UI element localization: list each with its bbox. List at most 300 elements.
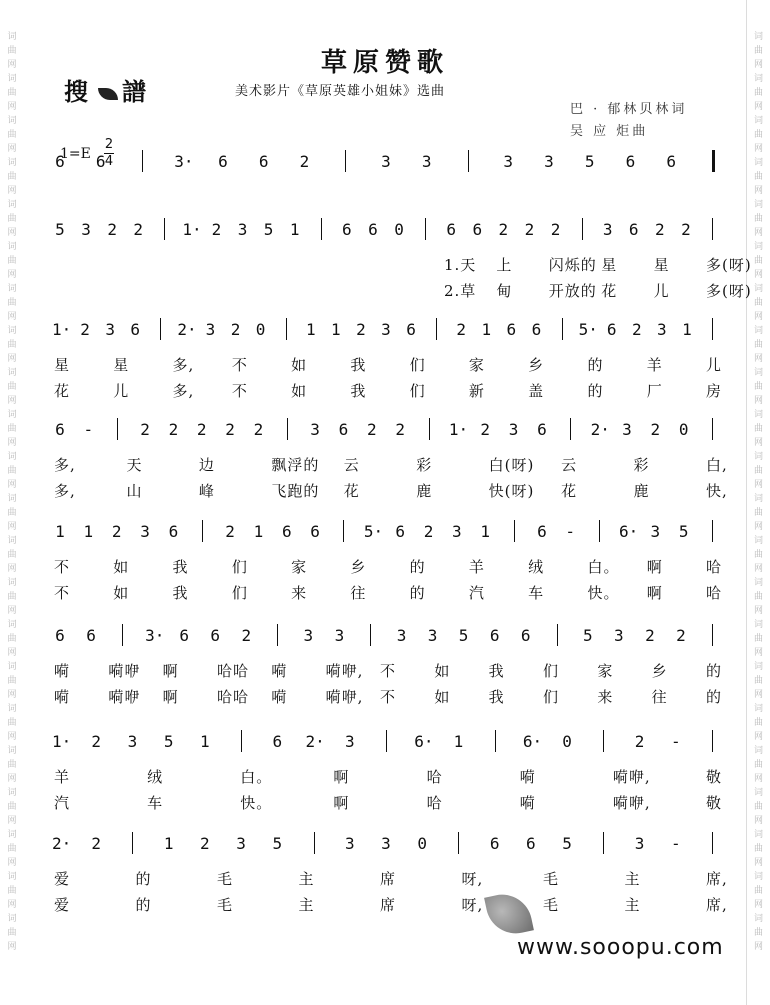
note: 5·	[363, 522, 384, 541]
lyric-word: 席	[380, 870, 397, 888]
note: 1	[200, 732, 210, 751]
note: -	[565, 522, 576, 541]
lyric-word: 我	[488, 688, 505, 706]
notation-row	[0, 418, 770, 448]
bar-line	[712, 418, 713, 440]
note: 3	[396, 626, 407, 645]
note: 5·	[578, 320, 598, 339]
bar-line	[712, 318, 713, 340]
lyric-word: 不	[380, 662, 397, 680]
lyric-word: 不	[231, 356, 248, 374]
leaf-icon	[98, 88, 118, 100]
lyric-word: 嗬咿	[108, 662, 141, 680]
note: 2	[80, 320, 90, 339]
bar-line	[370, 624, 371, 646]
lyric-word: 多(呀)	[706, 256, 752, 274]
lyric-word: 汽	[468, 584, 485, 602]
note: 6	[310, 522, 320, 541]
note: 6	[55, 626, 65, 645]
note: 6	[168, 522, 179, 541]
note: 2	[299, 152, 310, 171]
note: -	[670, 732, 681, 751]
lyric-word: 席,	[706, 896, 728, 914]
note: 6	[272, 732, 283, 751]
notation-row	[0, 318, 770, 348]
lyric-word: 的	[135, 896, 152, 914]
note: 6·	[414, 732, 434, 751]
lyric-word: 不	[54, 558, 71, 576]
lyric-word: 哈哈	[217, 688, 250, 706]
bar-line	[429, 418, 430, 440]
note: 6	[338, 420, 349, 439]
lyric-line	[0, 280, 770, 300]
bar-line	[495, 730, 496, 752]
bar-line	[343, 520, 344, 542]
note: 3	[236, 834, 246, 853]
note: 0	[417, 834, 428, 853]
note: 6	[406, 320, 416, 339]
note: 6	[368, 220, 378, 239]
lyric-line	[0, 380, 770, 400]
lyric-word: 主	[298, 870, 315, 888]
lyric-word: 嗬	[519, 768, 536, 786]
note: 6	[666, 152, 677, 171]
lyric-word: 哈	[706, 558, 723, 576]
lyric-word: 家	[468, 356, 485, 374]
note: 1	[163, 834, 174, 853]
lyric-word: 如	[434, 688, 451, 706]
note: 6	[210, 626, 221, 645]
bar-line	[562, 318, 563, 340]
lyric-word: 车	[528, 584, 545, 602]
lyric-word: 花	[601, 282, 618, 300]
note: 1·	[52, 320, 72, 339]
lyric-line	[0, 582, 770, 602]
bar-line	[712, 218, 713, 240]
note: 2	[168, 420, 179, 439]
lyric-word: 嗬咿,	[325, 688, 364, 706]
note: 2	[200, 834, 210, 853]
lyric-word: 啊	[333, 794, 350, 812]
note: 3	[614, 626, 624, 645]
bar-line	[345, 150, 346, 172]
bar-line	[557, 624, 558, 646]
lyric-word: 上	[496, 256, 513, 274]
lyric-word: 哈	[706, 584, 723, 602]
lyric-word: 毛	[217, 870, 234, 888]
note: 3	[140, 522, 150, 541]
page-title: 草原赞歌	[320, 48, 449, 78]
logo-char-left: 搜	[64, 77, 94, 106]
note: 5	[55, 220, 65, 239]
lyric-word: 嗬咿	[108, 688, 141, 706]
note: 3	[344, 834, 355, 853]
note: 1	[682, 320, 692, 339]
note: 3	[105, 320, 115, 339]
note: 6	[55, 420, 65, 439]
lyric-word: 云	[561, 456, 578, 474]
note: 3	[334, 626, 345, 645]
note: 2	[498, 220, 509, 239]
bar-line	[122, 624, 123, 646]
note: 5	[562, 834, 572, 853]
lyric-word: 多(呀)	[706, 282, 752, 300]
lyric-line	[0, 686, 770, 706]
notation-row	[0, 150, 770, 180]
note: 2	[111, 522, 122, 541]
lyric-word: 彩	[416, 456, 433, 474]
lyric-word: 哈哈	[217, 662, 250, 680]
lyric-word: 彩	[633, 456, 650, 474]
lyric-word: 主	[624, 896, 641, 914]
note: 2	[550, 220, 561, 239]
bar-line	[314, 832, 315, 854]
note: 1·	[52, 732, 72, 751]
lyric-word: 绒	[147, 768, 164, 786]
side-watermark-left: 词 曲 网 词 曲 网 词 曲 网 词 曲 网 词 曲 网 词 曲 网 词 曲 网 词 曲 网 词 曲 网 词 曲 网 词 曲 网 词 曲 网 词 曲 网 词 曲 网 词 曲 网 词 曲 网 词 曲 网 词 曲 网 词 曲 网 词 曲 网 词 曲 网 词 曲 网	[7, 32, 17, 952]
lyric-word: 啊	[162, 662, 179, 680]
bar-line	[603, 730, 604, 752]
note: 6	[86, 626, 96, 645]
lyric-word: 如	[434, 662, 451, 680]
note: 6	[179, 626, 189, 645]
lyric-line	[0, 556, 770, 576]
lyric-word: 快,	[706, 482, 728, 500]
note: 2	[133, 220, 144, 239]
lyric-word: 嗬	[519, 794, 536, 812]
lyric-word: 星	[653, 256, 670, 274]
lyric-word: 来	[597, 688, 614, 706]
note: 2	[395, 420, 405, 439]
lyric-line	[0, 894, 770, 914]
lyric-word: 不	[54, 584, 71, 602]
lyric-word: 嗬	[54, 688, 71, 706]
lyric-word: 嗬咿,	[325, 662, 364, 680]
note: 3	[127, 732, 138, 751]
lyric-word: 们	[409, 356, 426, 374]
note: 6	[342, 220, 352, 239]
lyric-word: 星	[54, 356, 71, 374]
note: 0	[394, 220, 404, 239]
note: 1	[83, 522, 94, 541]
note: 5	[458, 626, 469, 645]
note: 1	[453, 732, 464, 751]
note: 6	[520, 626, 531, 645]
note: 2·	[177, 320, 197, 339]
lyric-word: 白。	[587, 558, 620, 576]
lyric-word: 白(呀)	[488, 456, 535, 474]
note: 2	[241, 626, 252, 645]
lyric-word: 呀,	[461, 870, 484, 888]
lyric-word: 我	[350, 382, 367, 400]
note: 2	[253, 420, 264, 439]
note: 5	[263, 220, 274, 239]
lyric-word: 山	[126, 482, 143, 500]
bar-line	[132, 832, 133, 854]
lyric-word: 席	[380, 896, 397, 914]
note: 1	[289, 220, 300, 239]
note: 3	[205, 320, 216, 339]
notation-row	[0, 624, 770, 654]
logo-char-right: 譜	[122, 77, 152, 106]
note: 2	[634, 732, 645, 751]
lyric-word: 汽	[54, 794, 71, 812]
lyric-word: 鹿	[416, 482, 433, 500]
note: 6	[506, 320, 517, 339]
note: 3	[602, 220, 613, 239]
lyric-word: 如	[291, 356, 308, 374]
note: 6	[625, 152, 636, 171]
lyric-word: 往	[651, 688, 668, 706]
note: 3	[344, 732, 355, 751]
note: 1	[331, 320, 341, 339]
lyric-word: 飞跑的	[271, 482, 320, 500]
lyricist-credit: 巴 · 郁林贝林词	[570, 102, 688, 117]
lyric-word: 嗬	[271, 662, 288, 680]
note: 3	[544, 152, 554, 171]
bar-line	[712, 150, 715, 172]
note: 2	[631, 320, 642, 339]
bar-line	[712, 730, 713, 752]
note: 3·	[174, 152, 194, 171]
note: 3·	[145, 626, 165, 645]
note: 5	[272, 834, 283, 853]
note: 1	[55, 522, 65, 541]
note: 3	[452, 522, 462, 541]
note: 2	[655, 220, 665, 239]
note: 0	[562, 732, 572, 751]
lyric-word: 往	[350, 584, 367, 602]
note: 2	[366, 420, 377, 439]
note: 2	[225, 522, 235, 541]
bar-line	[287, 418, 288, 440]
note: 2	[107, 220, 117, 239]
lyric-word: 来	[291, 584, 308, 602]
bar-line	[117, 418, 118, 440]
lyric-word: 敬	[706, 794, 723, 812]
notation-row	[0, 218, 770, 248]
note: 1·	[448, 420, 469, 439]
lyric-word: 的	[135, 870, 152, 888]
lyric-word: 爱	[54, 896, 71, 914]
note: 1	[305, 320, 316, 339]
lyric-word: 如	[291, 382, 308, 400]
note: 3	[303, 626, 314, 645]
side-watermark-right: 词 曲 网 词 曲 网 词 曲 网 词 曲 网 词 曲 网 词 曲 网 词 曲 网 词 曲 网 词 曲 网 词 曲 网 词 曲 网 词 曲 网 词 曲 网 词 曲 网 词 曲 网 词 曲 网 词 曲 网 词 曲 网 词 曲 网 词 曲 网 词 曲 网 词 曲 网	[746, 0, 770, 1005]
lyric-word: 乡	[528, 356, 545, 374]
lyric-word: 们	[231, 558, 248, 576]
note: 6	[281, 522, 292, 541]
note: 3	[381, 320, 391, 339]
bar-line	[202, 520, 203, 542]
note: 6	[606, 320, 617, 339]
lyric-word: 多,	[54, 482, 76, 500]
note: 2	[681, 220, 691, 239]
lyric-line	[0, 792, 770, 812]
lyric-word: 的	[587, 382, 604, 400]
note: 1	[253, 522, 264, 541]
lyric-word: 的	[706, 688, 723, 706]
lyric-line	[0, 354, 770, 374]
lyric-word: 们	[231, 584, 248, 602]
bar-line	[712, 520, 713, 542]
lyric-word: 爱	[54, 870, 71, 888]
lyric-line	[0, 454, 770, 474]
lyric-word: 边	[198, 456, 215, 474]
lyric-word: 席,	[706, 870, 728, 888]
note: 3	[650, 522, 661, 541]
bar-line	[425, 218, 426, 240]
bar-line	[160, 318, 161, 340]
note: 5	[678, 522, 689, 541]
bar-line	[514, 520, 515, 542]
lyric-word: 嗬	[271, 688, 288, 706]
note: 5	[163, 732, 174, 751]
note: 3	[421, 152, 432, 171]
lyric-word: 啊	[162, 688, 179, 706]
note: 2	[650, 420, 661, 439]
note: 2	[230, 320, 241, 339]
lyric-line	[0, 766, 770, 786]
note: 6	[489, 626, 500, 645]
lyric-line	[0, 660, 770, 680]
lyric-word: 不	[380, 688, 397, 706]
lyric-word: 天	[126, 456, 143, 474]
lyric-word: 的	[587, 356, 604, 374]
note: 6	[55, 152, 65, 171]
lyric-line	[0, 254, 770, 274]
note: 6·	[618, 522, 639, 541]
lyric-word: 嗬咿,	[612, 768, 651, 786]
note: 1·	[182, 220, 202, 239]
note: 3	[508, 420, 519, 439]
bar-line	[241, 730, 242, 752]
note: 6	[130, 320, 141, 339]
note: 2	[356, 320, 366, 339]
bar-line	[570, 418, 571, 440]
lyric-word: 羊	[646, 356, 663, 374]
lyric-word: 多,	[54, 456, 76, 474]
lyric-word: 快。	[587, 584, 620, 602]
lyric-word: 快。	[240, 794, 273, 812]
lyric-word: 们	[409, 382, 426, 400]
lyric-word: 羊	[54, 768, 71, 786]
lyric-word: 我	[172, 584, 189, 602]
note: 6	[489, 834, 500, 853]
notation-row	[0, 832, 770, 862]
lyric-word: 峰	[198, 482, 215, 500]
lyric-word: 花	[343, 482, 360, 500]
lyric-word: 花	[54, 382, 71, 400]
bar-line	[458, 832, 459, 854]
lyric-word: 呀,	[461, 896, 484, 914]
lyric-word: 羊	[468, 558, 485, 576]
note: 6	[537, 522, 547, 541]
lyric-word: 乡	[350, 558, 367, 576]
lyric-word: 家	[597, 662, 614, 680]
bar-line	[603, 832, 604, 854]
note: 6	[526, 834, 536, 853]
note: 1	[480, 522, 491, 541]
site-url: www.sooopu.com	[517, 935, 724, 960]
note: 2·	[305, 732, 325, 751]
lyric-word: 们	[543, 688, 560, 706]
note: 2	[91, 834, 102, 853]
note: 2·	[590, 420, 610, 439]
note: 6	[218, 152, 228, 171]
lyric-word: 快(呀)	[488, 482, 535, 500]
lyric-word: 多,	[172, 382, 195, 400]
note: 2	[91, 732, 102, 751]
bar-line	[468, 150, 469, 172]
lyric-word: 绒	[528, 558, 545, 576]
lyric-word: 1.天	[444, 256, 477, 274]
note: 2	[645, 626, 655, 645]
note: 3	[381, 152, 391, 171]
lyric-word: 毛	[217, 896, 234, 914]
note: 6	[628, 220, 639, 239]
lyric-line	[0, 480, 770, 500]
note: 3	[503, 152, 514, 171]
time-bottom: 4	[104, 154, 114, 169]
lyric-word: 嗬咿,	[612, 794, 651, 812]
lyric-word: 云	[343, 456, 360, 474]
bar-line	[436, 318, 437, 340]
lyric-word: 啊	[333, 768, 350, 786]
note: 3	[657, 320, 667, 339]
lyric-word: 家	[291, 558, 308, 576]
bar-line	[286, 318, 287, 340]
lyric-word: 白,	[706, 456, 728, 474]
note: 2	[423, 522, 434, 541]
lyric-word: 2.草	[444, 282, 477, 300]
note: 2·	[52, 834, 72, 853]
note: 0	[255, 320, 266, 339]
lyric-word: 车	[147, 794, 164, 812]
lyric-word: 儿	[113, 382, 130, 400]
lyric-word: 毛	[543, 870, 560, 888]
lyric-word: 星	[601, 256, 618, 274]
note: 2	[196, 420, 207, 439]
note: 3	[427, 626, 438, 645]
note: 3	[381, 834, 391, 853]
note: 2	[480, 420, 491, 439]
bar-line	[599, 520, 600, 542]
note: 3	[310, 420, 320, 439]
note: 5	[582, 626, 593, 645]
note: 6	[95, 152, 106, 171]
lyric-word: 多,	[172, 356, 195, 374]
lyric-word: 嗬	[54, 662, 71, 680]
lyric-word: 如	[113, 584, 130, 602]
note: 6	[446, 220, 456, 239]
note: 3	[634, 834, 645, 853]
note: 2	[456, 320, 467, 339]
lyric-word: 的	[409, 558, 426, 576]
lyric-word: 们	[543, 662, 560, 680]
lyric-word: 毛	[543, 896, 560, 914]
key-signature: 1=E	[60, 146, 91, 162]
note: 6	[531, 320, 542, 339]
note: 2	[225, 420, 235, 439]
note: 2	[140, 420, 150, 439]
bar-line	[712, 624, 713, 646]
lyric-word: 星	[113, 356, 130, 374]
lyric-word: 啊	[646, 584, 663, 602]
lyric-word: 白。	[240, 768, 273, 786]
lyric-word: 主	[298, 896, 315, 914]
note: 3	[237, 220, 248, 239]
